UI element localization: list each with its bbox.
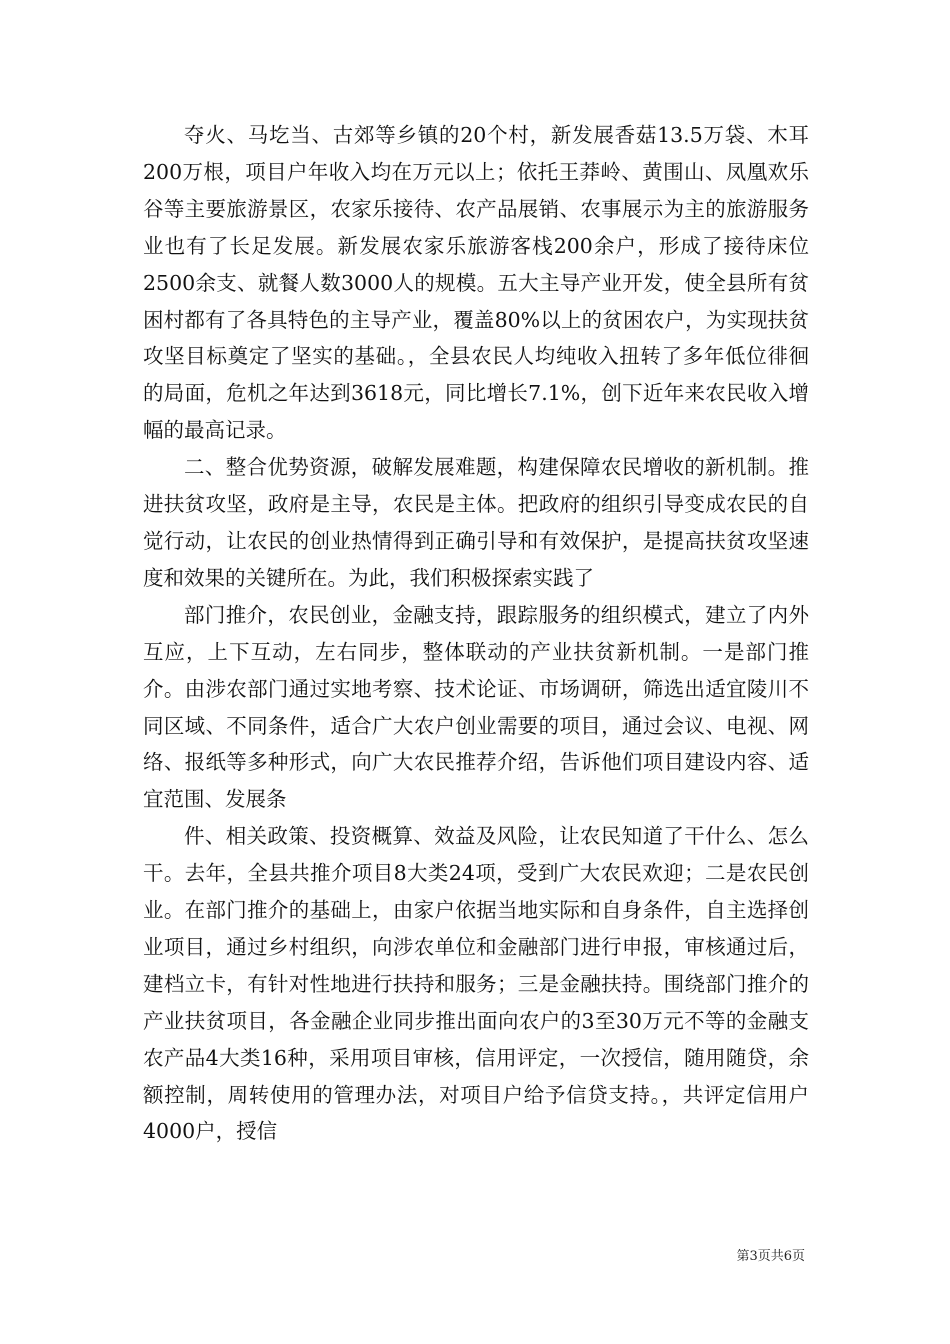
page-number-footer: 第3页共6页 [736, 1249, 805, 1264]
paragraph-1: 夺火、马圪当、古郊等乡镇的20个村，新发展香菇13.5万袋、木耳200万根，项目户年收入均在万元以上；依托王莽岭、黄围山、凤凰欢乐谷等主要旅游景区，农家乐接待、农产品展销、农事展示为主的旅游服务业也有了长足发展。新发展农家乐旅游客栈200余户，形成了接待床位2500余支、就餐人数3000人的规模。五大主导产业开发，使全县所有贫困村都有了各具特色的主导产业，覆盖80%以上的贫困农户，为实现扶贫攻坚目标奠定了坚实的基础。，全县农民人均纯收入扭转了多年低位徘徊的局面，危机之年达到3618元，同比增长7.1%，创下近年来农民收入增幅的最高记录。 [143, 123, 809, 443]
paragraph-3: 部门推介，农民创业，金融支持，跟踪服务的组织模式，建立了内外互应，上下互动，左右同步，整体联动的产业扶贫新机制。一是部门推介。由涉农部门通过实地考察、技术论证、市场调研，筛选出适宜陵川不同区域、不同条件，适合广大农户创业需要的项目，通过会议、电视、网络、报纸等多种形式，向广大农民推荐介绍，告诉他们项目建设内容、适宜范围、发展条 [143, 602, 809, 812]
document-body [143, 117, 809, 1150]
paragraph-2: 二、整合优势资源，破解发展难题，构建保障农民增收的新机制。推进扶贫攻坚，政府是主导，农民是主体。把政府的组织引导变成农民的自觉行动，让农民的创业热情得到正确引导和有效保护，是提高扶贫攻坚速度和效果的关键所在。为此，我们积极探索实践了 [143, 455, 809, 590]
paragraph-4: 件、相关政策、投资概算、效益及风险，让农民知道了干什么、怎么干。去年，全县共推介项目8大类24项，受到广大农民欢迎；二是农民创业。在部门推介的基础上，由家户依据当地实际和自身条件，自主选择创业项目，通过乡村组织，向涉农单位和金融部门进行申报，审核通过后，建档立卡，有针对性地进行扶持和服务；三是金融扶持。围绕部门推介的产业扶贫项目，各金融企业同步推出面向农户的3至30万元不等的金融支农产品4大类16种，采用项目审核，信用评定，一次授信，随用随贷，余额控制，周转使用的管理办法，对项目户给予信贷支持。，共评定信用户4000户，授信 [143, 824, 809, 1144]
